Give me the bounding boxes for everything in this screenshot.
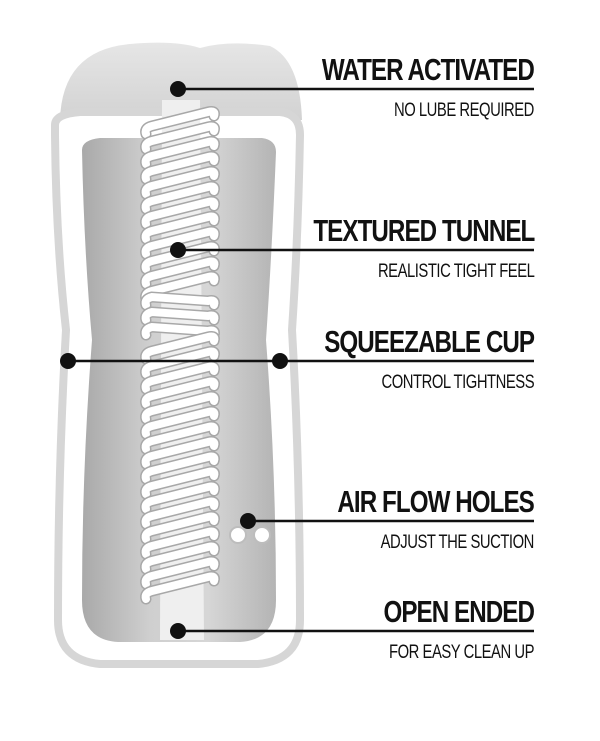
callout-textured-tunnel — [251, 213, 534, 283]
callout-title: WATER ACTIVATED — [321, 52, 534, 87]
dot-open — [170, 623, 186, 639]
callout-air-flow-holes — [282, 484, 534, 554]
dot-tunnel — [170, 242, 186, 258]
callout-subtitle: REALISTIC TIGHT FEEL — [377, 261, 534, 282]
callout-title: SQUEEZABLE CUP — [324, 324, 534, 359]
callout-subtitle: ADJUST THE SUCTION — [380, 532, 534, 553]
dot-airflow — [240, 513, 256, 529]
air-hole-left — [230, 527, 246, 543]
callout-squeezable-cup — [265, 324, 534, 394]
callout-subtitle: NO LUBE REQUIRED — [394, 100, 534, 121]
callout-subtitle: FOR EASY CLEAN UP — [389, 642, 534, 663]
callout-title: TEXTURED TUNNEL — [312, 213, 534, 248]
dot-water — [170, 81, 186, 97]
callout-title: AIR FLOW HOLES — [337, 484, 534, 519]
air-hole-right — [254, 527, 270, 543]
callout-water-activated — [262, 52, 534, 122]
callout-open-ended — [341, 594, 534, 664]
callout-title: OPEN ENDED — [383, 594, 534, 629]
dot-squeeze-left — [60, 353, 76, 369]
callout-subtitle: CONTROL TIGHTNESS — [381, 372, 534, 393]
